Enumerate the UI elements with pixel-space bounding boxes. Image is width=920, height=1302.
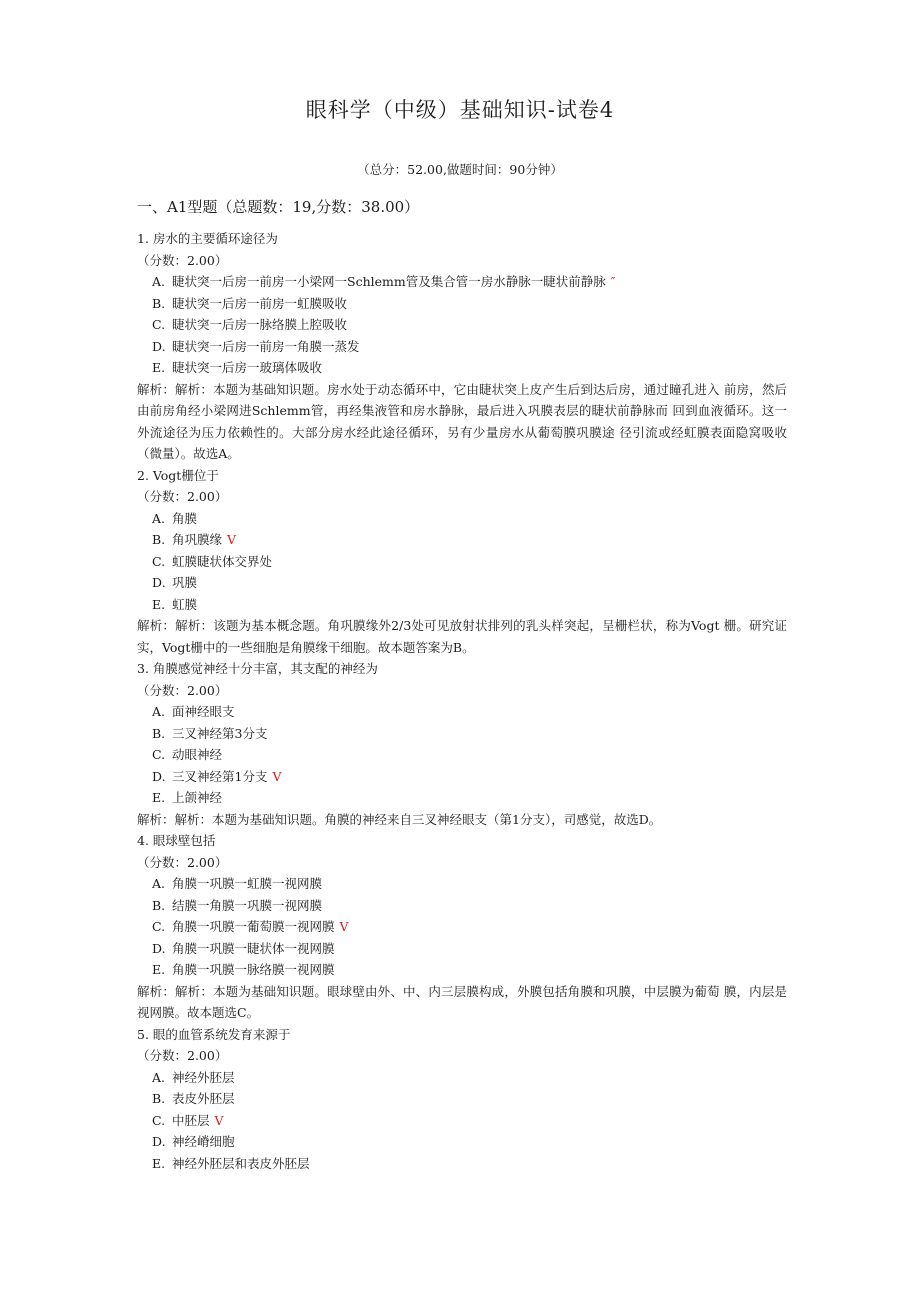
option-letter: D. (152, 575, 166, 590)
exam-summary: （总分：52.00,做题时间：90分钟） (357, 162, 563, 177)
correct-answer-mark: V (339, 919, 349, 934)
question-stem: 1. 房水的主要循环途径为 (137, 231, 278, 246)
option-text: 角膜一巩膜一葡萄膜一视网膜 (172, 919, 335, 934)
option-text: 神经外胚层 (172, 1069, 235, 1085)
option-letter: D. (152, 768, 166, 784)
option-text: 睫状突一后房一前房一角膜一蒸发 (172, 338, 360, 354)
option-text: 结膜一角膜一巩膜一视网膜 (172, 897, 323, 913)
option-text: 神经外胚层和表皮外胚层 (172, 1155, 310, 1171)
option-text: 虹膜睫状体交界处 (172, 553, 273, 569)
question-stem: 4. 眼球壁包括 (137, 833, 216, 848)
option-text: 动眼神经 (172, 747, 223, 762)
correct-answer-mark: V (272, 768, 282, 784)
option-text: 角膜一巩膜一虹膜一视网膜 (172, 876, 323, 891)
answer-option (137, 959, 787, 981)
question-block (137, 658, 787, 830)
answer-option (137, 1067, 787, 1089)
option-text: 角膜 (172, 510, 198, 526)
option-letter: C. (152, 317, 166, 332)
question-block (137, 1024, 787, 1175)
option-letter: B. (152, 1091, 166, 1106)
answer-option (137, 572, 787, 594)
option-letter: A. (152, 876, 166, 891)
answer-option (137, 723, 787, 745)
option-text: 睫状突一后房一玻璃体吸收 (172, 360, 323, 375)
option-text: 三叉神经第3分支 (172, 725, 268, 741)
answer-option (137, 873, 787, 895)
question-score: （分数：2.00） (137, 1048, 228, 1063)
question-list (137, 228, 787, 1174)
option-letter: C. (152, 747, 166, 762)
option-text: 面神经眼支 (172, 704, 235, 719)
answer-option (137, 744, 787, 766)
answer-option (137, 787, 787, 809)
correct-answer-mark: V (214, 1112, 224, 1128)
answer-analysis: 解析：解析：本题为基础知识题。眼球壁由外、中、内三层膜构成，外膜包括角膜和巩膜，中层膜为葡萄 膜，内层是视网膜。故本题选C。 (137, 983, 787, 1020)
option-letter: A. (152, 510, 166, 526)
answer-analysis: 解析：解析：该题为基本概念题。角巩膜缘外2/3处可见放射状排列的乳头样突起，呈栅栏状，称为Vogt 栅。研究证实，Vogt栅中的一些细胞是角膜缘干细胞。故本题答案为B。 (137, 618, 787, 655)
answer-option (137, 916, 787, 938)
answer-option (137, 293, 787, 315)
option-text: 中胚层 (172, 1112, 210, 1128)
option-letter: E. (152, 1155, 166, 1171)
correct-answer-mark: V (227, 532, 237, 547)
option-letter: C. (152, 1112, 166, 1128)
question-stem: 3. 角膜感觉神经十分丰富，其支配的神经为 (137, 661, 378, 676)
option-text: 角膜一巩膜一脉络膜一视网膜 (172, 962, 335, 977)
option-text: 虹膜 (172, 596, 198, 612)
option-letter: B. (152, 532, 166, 547)
answer-option (137, 314, 787, 336)
answer-option (137, 508, 787, 530)
answer-option (137, 1153, 787, 1175)
question-stem: 2. Vogt栅位于 (137, 467, 219, 483)
option-letter: A. (152, 274, 166, 289)
option-text: 上颌神经 (172, 790, 223, 805)
answer-option (137, 938, 787, 960)
answer-option (137, 551, 787, 573)
option-letter: B. (152, 725, 166, 741)
option-letter: E. (152, 360, 166, 375)
question-block (137, 228, 787, 465)
option-letter: A. (152, 704, 166, 719)
option-letter: C. (152, 553, 166, 569)
option-text: 神经嵴细胞 (172, 1134, 235, 1149)
option-text: 巩膜 (172, 575, 198, 590)
option-text: 睫状突一后房一脉络膜上腔吸收 (172, 317, 348, 332)
answer-option (137, 701, 787, 723)
answer-option (137, 271, 787, 293)
option-letter: C. (152, 919, 166, 934)
answer-option (137, 1088, 787, 1110)
question-block (137, 830, 787, 1024)
option-text: 角巩膜缘 (172, 532, 223, 547)
option-letter: B. (152, 897, 166, 913)
section-title: 一、A1型题（总题数：19,分数：38.00） (137, 198, 420, 216)
answer-option (137, 594, 787, 616)
answer-analysis: 解析：解析：本题为基础知识题。房水处于动态循环中，它由睫状突上皮产生后到达后房，通过瞳孔进入 前房，然后由前房角经小梁网进Schlemm管，再经集液管和房水静脉，最后进入巩膜表层的睫状前静脉而 回到血液循环。这一外流途径为压力依赖性的。大部分房水经此途径循环，另有少量房水从葡萄膜巩膜途 径引流或经虹膜表面隐窝吸收（微量）。故选A。 (137, 381, 787, 461)
option-text: 角膜一巩膜一睫状体一视网膜 (172, 940, 335, 956)
option-text: 三叉神经第1分支 (172, 768, 268, 784)
question-score: （分数：2.00） (137, 252, 228, 268)
answer-analysis: 解析：解析：本题为基础知识题。角膜的神经来自三叉神经眼支（第1分支），司感觉，故选D。 (137, 811, 662, 827)
option-letter: B. (152, 295, 166, 311)
option-letter: A. (152, 1069, 166, 1085)
option-letter: D. (152, 338, 166, 354)
option-letter: E. (152, 962, 166, 977)
answer-option (137, 766, 787, 788)
option-text: 睫状突一后房一前房一小梁网一Schlemm管及集合管一房水静脉一睫状前静脉 (172, 274, 606, 289)
page-title: 眼科学（中级）基础知识-试卷4 (305, 98, 615, 122)
option-letter: E. (152, 596, 166, 612)
question-block (137, 465, 787, 659)
answer-option (137, 1110, 787, 1132)
answer-option (137, 336, 787, 358)
option-letter: D. (152, 1134, 166, 1149)
question-stem: 5. 眼的血管系统发育来源于 (137, 1026, 291, 1042)
question-score: （分数：2.00） (137, 489, 228, 504)
answer-option (137, 1131, 787, 1153)
question-score: （分数：2.00） (137, 682, 228, 698)
option-text: 表皮外胚层 (172, 1091, 235, 1106)
answer-option (137, 895, 787, 917)
option-letter: E. (152, 790, 166, 805)
option-letter: D. (152, 940, 166, 956)
correct-answer-mark: ″ (610, 274, 616, 289)
answer-option (137, 529, 787, 551)
question-score: （分数：2.00） (137, 854, 228, 870)
answer-option (137, 357, 787, 379)
option-text: 睫状突一后房一前房一虹膜吸收 (172, 295, 348, 311)
